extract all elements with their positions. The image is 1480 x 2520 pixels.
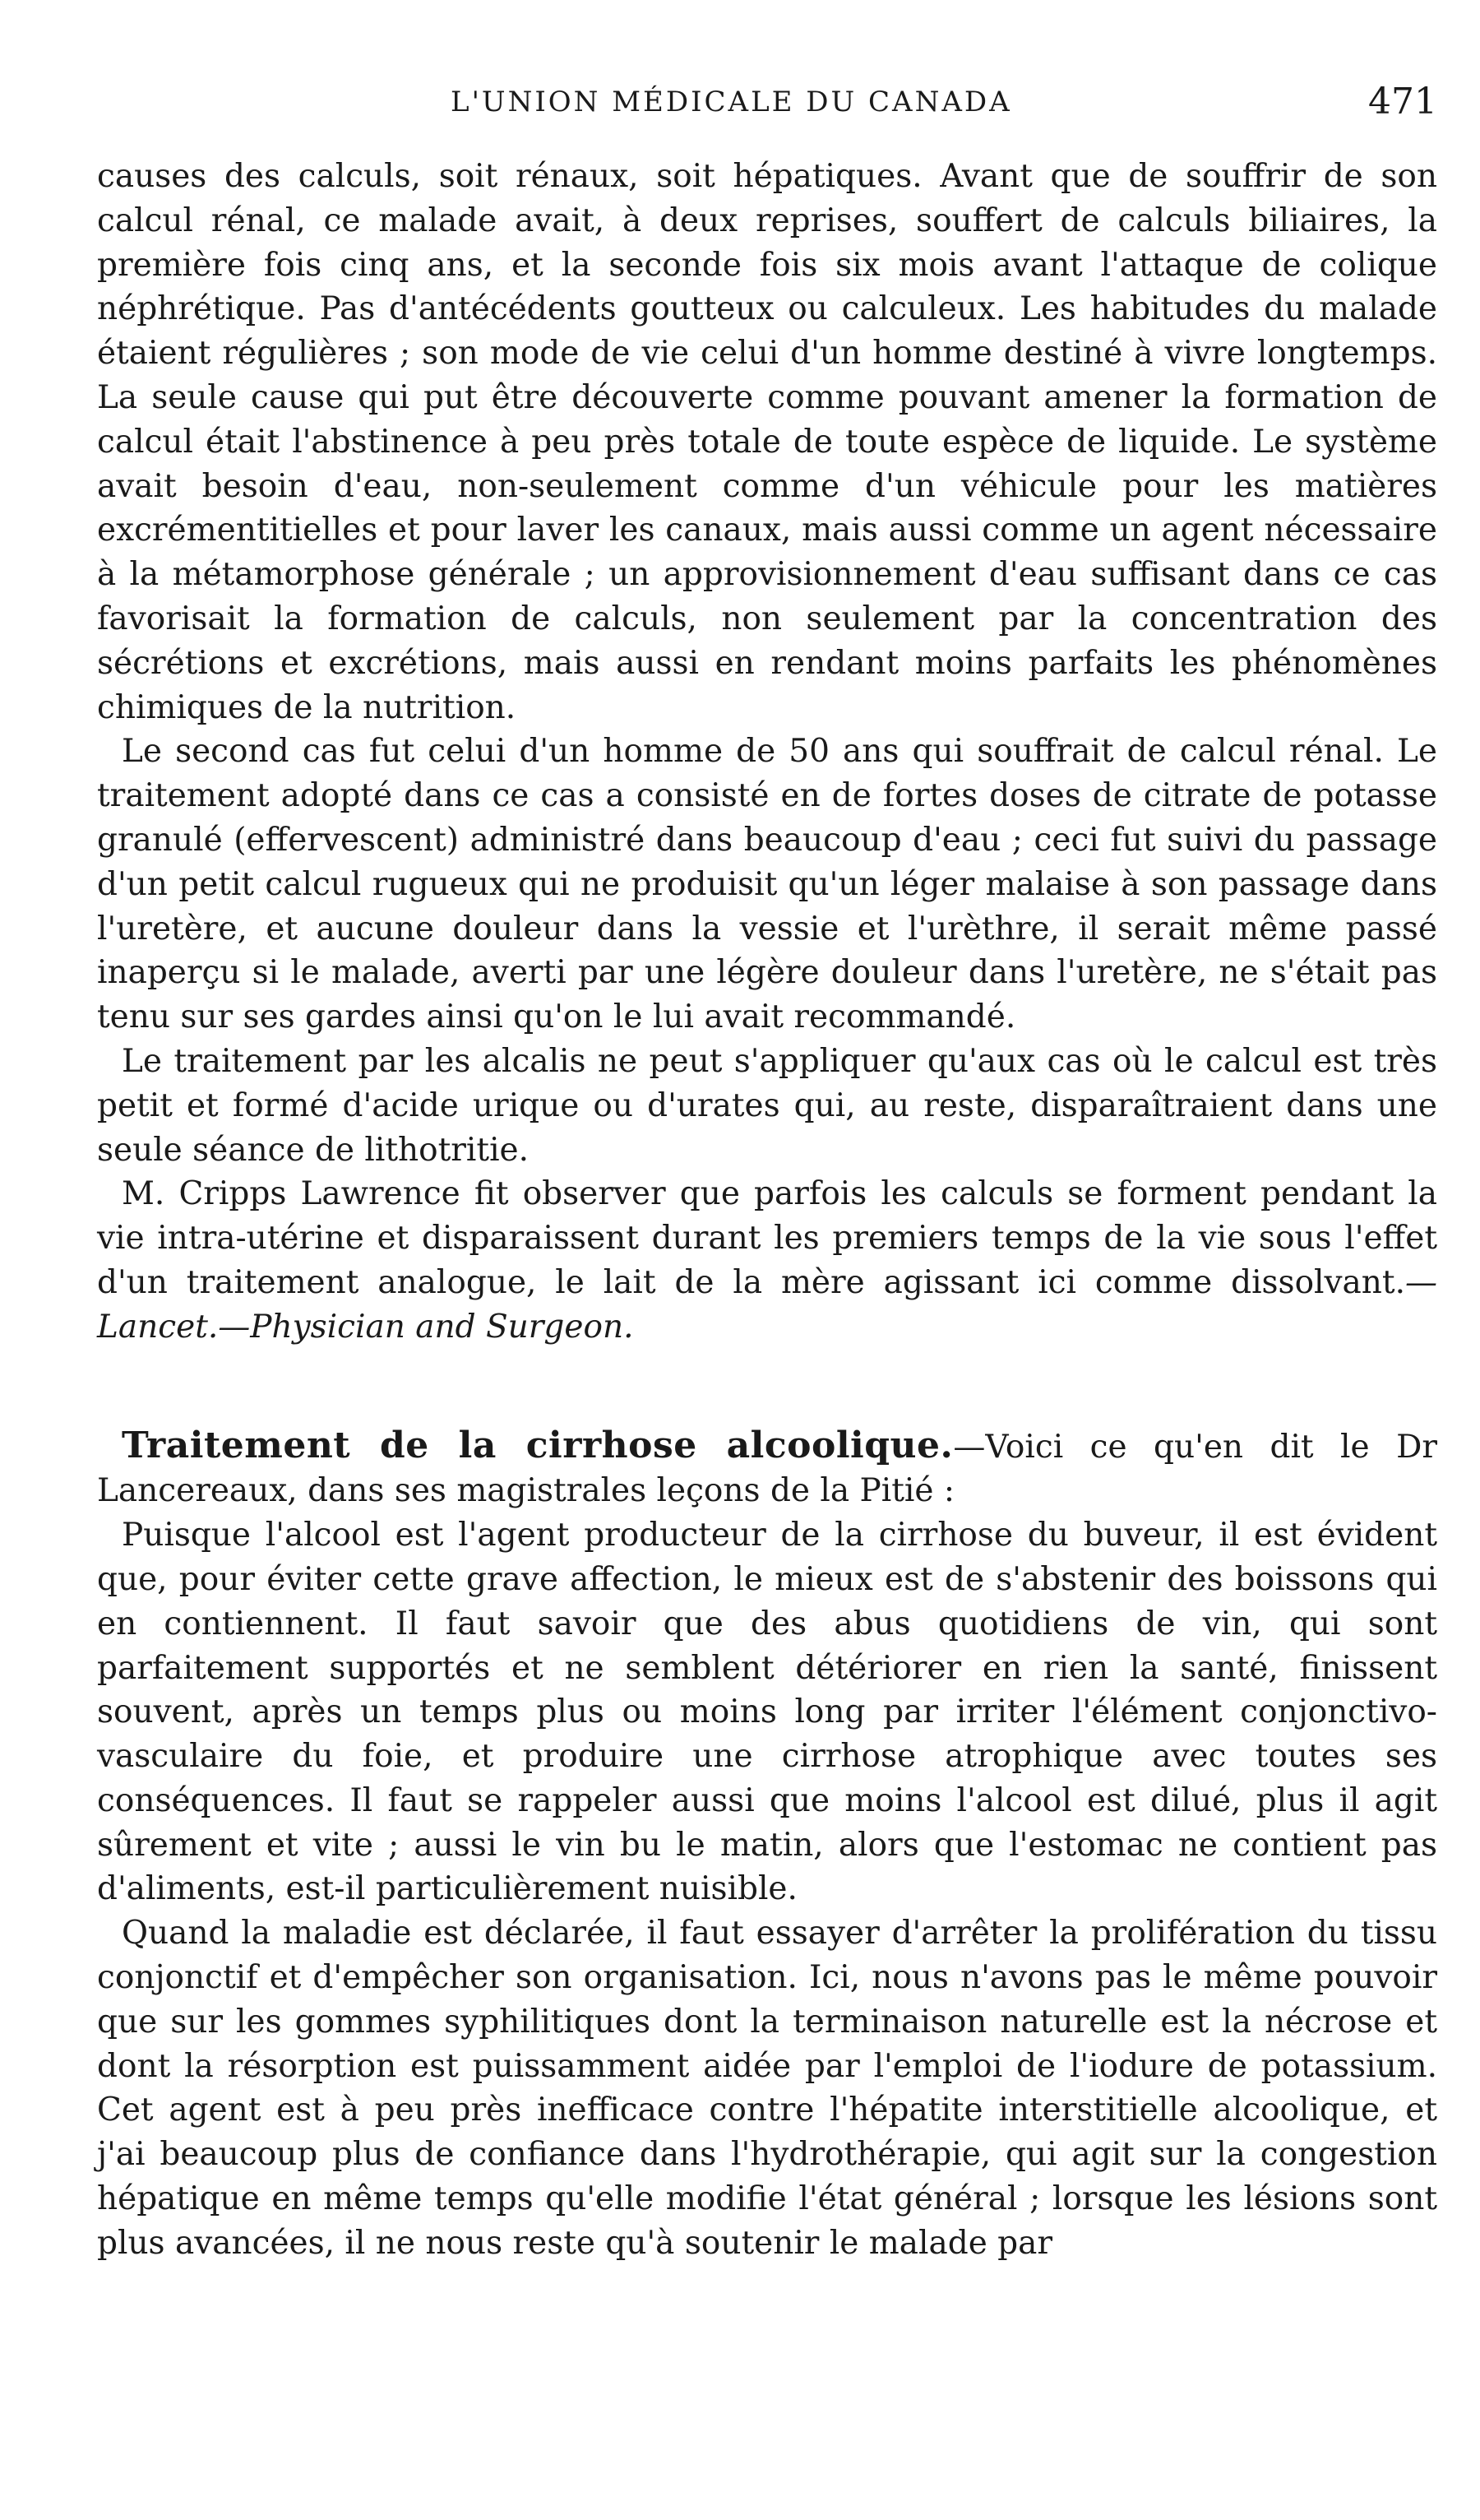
article1-paragraph-3: Le traitement par les alcalis ne peut s'appliquer qu'aux cas où le calcul est très petit et formé d'acide urique ou d'urates qui, au reste, disparaîtraient dans une seule séance de lithotritie. bbox=[97, 1042, 1437, 1169]
article2-heading: Traitement de la cirrhose alcoolique. bbox=[122, 1424, 954, 1466]
article2-intro-paragraph bbox=[97, 1424, 1437, 1514]
page-number: 471 bbox=[1368, 81, 1437, 123]
article1-paragraph-4 bbox=[97, 1172, 1437, 1349]
article2-paragraph-1: Puisque l'alcool est l'agent producteur de la cirrhose du buveur, il est évident que, pour éviter cette grave affection, le mieux est de s'abstenir des boissons qui en contiennent. Il faut savoir que des abus quotidiens de vin, qui sont parfaitement supportés et ne semblent détériorer en rien la santé, finissent souvent, après un temps plus ou moins long par irriter l'élément conjonctivo-vasculaire du foie, et produire une cirrhose atrophique avec toutes ses conséquences. Il faut se rappeler aussi que moins l'alcool est dilué, plus il agit sûrement et vite ; aussi le vin bu le matin, alors que l'estomac ne contient pas d'aliments, est-il particulièrement nuisible. bbox=[97, 1517, 1437, 1908]
article2-intro: —Voici ce qu'en dit le Dr Lancereaux, dans ses magistrales leçons de la Pitié : bbox=[97, 1428, 1437, 1510]
journal-page bbox=[97, 0, 1437, 2520]
article-separator bbox=[97, 1350, 1437, 1424]
article1-paragraph-1: causes des calculs, soit rénaux, soit hépatiques. Avant que de souffrir de son calcul rénal, ce malade avait, à deux reprises, souffert de calculs biliaires, la première fois cinq ans, et la seconde fois six mois avant l'attaque de colique néphrétique. Pas d'antécédents goutteux ou calculeux. Les habitudes du malade étaient régulières ; son mode de vie celui d'un homme destiné à vivre longtemps. La seule cause qui put être découverte comme pouvant amener la formation de calcul était l'abstinence à peu près totale de toute espèce de liquide. Le système avait besoin d'eau, non-seulement comme d'un véhicule pour les matières excrémentitielles et pour laver les canaux, mais aussi comme un agent nécessaire à la métamorphose générale ; un approvisionnement d'eau suffisant dans ce cas favorisait la formation de calculs, non seulement par la concentration des sécrétions et excrétions, mais aussi en rendant moins parfaits les phénomènes chimiques de la nutrition. bbox=[97, 158, 1437, 726]
article1-citation: —Lancet.—Physician and Surgeon. bbox=[97, 1263, 1437, 1346]
running-head bbox=[97, 81, 1437, 135]
article2-paragraph-2: Quand la maladie est déclarée, il faut essayer d'arrêter la prolifération du tissu conjonctif et d'empêcher son organisation. Ici, nous n'avons pas le même pouvoir que sur les gommes syphilitiques dont la terminaison naturelle est la nécrose et dont la résorption est puissamment aidée par l'emploi de l'iodure de potassium. Cet agent est à peu près inefficace contre l'hépatite interstitielle alcoolique, et j'ai beaucoup plus de confiance dans l'hydrothérapie, qui agit sur la congestion hépatique en même temps qu'elle modifie l'état général ; lorsque les lésions sont plus avancées, il ne nous reste qu'à soutenir le malade par bbox=[97, 1915, 1437, 2262]
journal-title: L'UNION MÉDICALE DU CANADA bbox=[451, 86, 1012, 118]
body-text bbox=[97, 155, 1437, 2266]
article1-paragraph-4-text: M. Cripps Lawrence fit observer que parfois les calculs se forment pendant la vie intra-utérine et disparaissent durant les premiers temps de la vie sous l'effet d'un traitement analogue, le lait de la mère agissant ici comme dissolvant. bbox=[97, 1175, 1437, 1301]
article1-paragraph-2: Le second cas fut celui d'un homme de 50 ans qui souffrait de calcul rénal. Le traitement adopté dans ce cas a consisté en de fortes doses de citrate de potasse granulé (effervescent) administré dans beaucoup d'eau ; ceci fut suivi du passage d'un petit calcul rugueux qui ne produisit qu'un léger malaise à son passage dans l'uretère, et aucune douleur dans la vessie et l'urèthre, il serait même passé inaperçu si le malade, averti par une légère douleur dans l'uretère, ne s'était pas tenu sur ses gardes ainsi qu'on le lui avait recommandé. bbox=[97, 733, 1437, 1036]
